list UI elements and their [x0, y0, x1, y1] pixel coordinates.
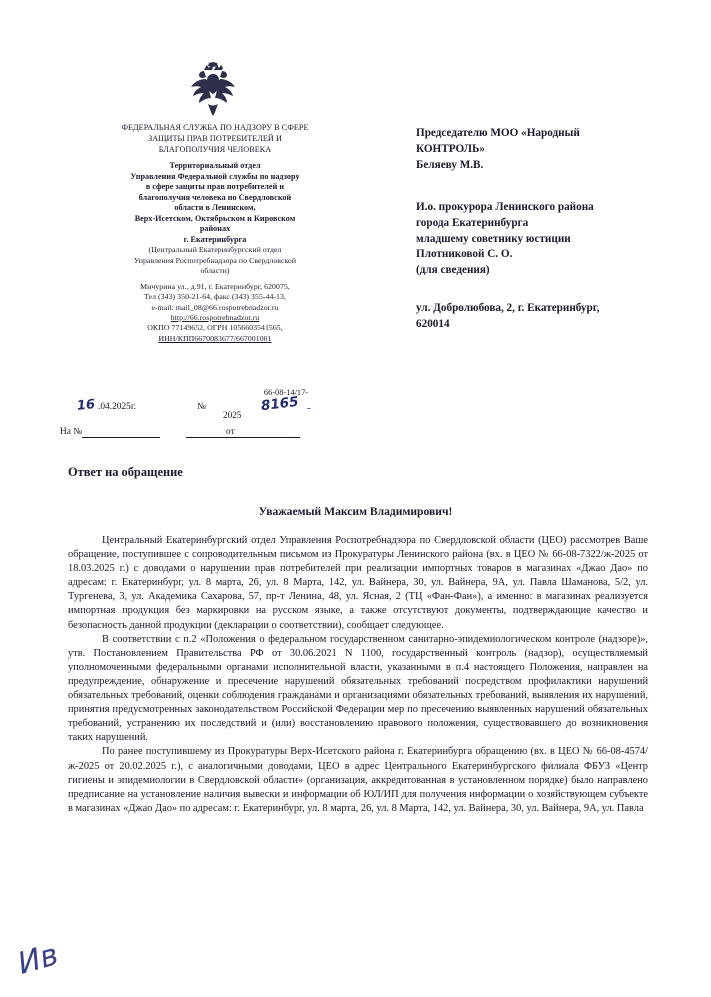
dept-line-5: области в Ленинском, — [174, 203, 256, 213]
letterhead-block — [60, 122, 370, 344]
dept-line-3: в сфере защиты прав потребителей и — [145, 182, 285, 192]
inn-kpp-line: ИНН/КПП6670083677/667001001 — [158, 333, 272, 343]
addressee-line-8: (для сведения) — [416, 264, 490, 277]
sub-line-3: области) — [200, 265, 230, 275]
date-text: .04.2025г. — [98, 402, 136, 412]
coat-of-arms-emblem-container — [178, 62, 248, 120]
sub-line-2: Управления Роспотребнадзора по Свердловской — [133, 255, 297, 265]
na-rule — [82, 437, 160, 438]
handwritten-dash: - — [307, 402, 311, 414]
paragraph-1: Центральный Екатеринбургский отдел Управления Роспотребнадзора по Свердловской области (ЦЕО) рассмотрев Ваше обращение, поступившее с сопроводительным письмом из Прокуратуры Ленинского района (вх. в ЦЕО № 66-08-7322/ж-2025 от 18.03.2025 г.) с доводами о нарушении прав потребителей при реализации импортных товаров в магазинах «Джао Дао» по адресам: г. Екатеринбург, ул. 8 марта, 26, ул. 8 Марта, 142, ул. Вайнера, 30, ул. Вайнера, 9А, ул. Павла Шаманова, 5/2, ул. Тургенева, 3, ул. Академика Сахарова, 57, пр-т Ленина, 48, ул. Ясная, 2 (ТЦ «Фан-Фан»), а именно: в магазинах реализуется импортная продукция без маркировки на русском языке, а также отсутствуют документы, подтверждающие качество и безопасность данной продукции (декларации о соответствии), сообщает следующее. — [68, 535, 648, 631]
city-line: г. Екатеринбурга — [183, 234, 247, 244]
dept-line-2: Управления Федеральной службы по надзору — [130, 171, 300, 181]
double-headed-eagle-icon — [187, 62, 239, 120]
page-title: Ответ на обращение — [68, 465, 183, 479]
outgoing-reference: 66-08-14/17- — [263, 388, 309, 397]
dept-line-4: благополучия человека по Свердловской — [138, 192, 292, 202]
addressee-line-3: Беляеву М.В. — [416, 158, 484, 171]
address-line-1: Мичурина ул., д.91, г. Екатеринбург, 620075, — [140, 282, 290, 292]
paragraph-2: В соответствии с п.2 «Положения о федеральном государственном санитарно-эпидемиологическом контроле (надзоре)», утв. Постановлением Правительства РФ от 30.06.2021 N 1100, государственный контроль (надзор), осуществляемый уполномоченными федеральными органами исполнительной власти, указанными в п.4 настоящего Положения, направлен на предупреждение, обнаружение и пресечение нарушений обязательных требований посредством профилактики нарушений обязательных требований, оценки соблюдения гражданами и организациями обязательных требований, выявления их нарушений, принятия предусмотренных законодательством Российской Федерации мер по пресечению выявленных нарушений обязательных требований, устранению их последствий и (или) восстановлению правового положения, существовавшего до возникновения таких нарушений. — [68, 633, 648, 744]
handwritten-outgoing-number: 8165 — [260, 393, 300, 415]
addressee-line-6: младшему советнику юстиции — [416, 232, 571, 245]
document-body — [68, 534, 648, 816]
ot-rule — [186, 437, 300, 438]
addressee-block — [416, 126, 696, 333]
dept-line-6: Верх-Исетском, Октябрьском и Кировском — [134, 213, 296, 223]
okpo-ogrn-line: ОКПО 77149652, ОГРН 1056603541565, — [147, 323, 283, 333]
salutation: Уважаемый Максим Владимирович! — [258, 505, 453, 518]
number-label: № — [197, 402, 206, 412]
dept-line-7: районах — [199, 224, 231, 234]
na-label: На № — [60, 427, 83, 437]
addressee-line-4: И.о. прокурора Ленинского района — [416, 200, 594, 213]
handwritten-signature: Ив — [13, 937, 63, 982]
address-line-2: Тел (343) 350-21-64, факс (343) 355-44-13, — [144, 292, 286, 302]
dept-line-1: Территориальный отдел — [169, 161, 261, 171]
email-line: e-mail: mail_08@66.rospotrebnadzor.ru — [151, 302, 279, 312]
addressee-line-5: города Екатеринбурга — [416, 216, 529, 229]
org-line-1: ФЕДЕРАЛЬНАЯ СЛУЖБА ПО НАДЗОРУ В СФЕРЕ — [121, 123, 309, 132]
date-and-number-row — [60, 393, 380, 420]
addressee-line-1: Председателю МОО «Народный — [416, 127, 580, 139]
addressee-line-2: КОНТРОЛЬ» — [416, 142, 485, 155]
paragraph-3: По ранее поступившему из Прокуратуры Верх-Исетского района г. Екатеринбурга обращению (вх. в ЦЕО № 66-08-4574/ж-2025 от 20.02.2025 г.), с аналогичными доводами, ЦЕО в адрес Центрального Екатеринбургского филиала ФБУЗ «Центр гигиены и эпидемиологии в Свердловской области» (организация, аккредитованная в установленном порядке) было направлено предписание на установление наличия вывески и информации об ЮЛ/ИП для получения информации о хозяйствующем субъекте в магазинах «Джао Дао» по адресам: г. Екатеринбург, ул. 8 марта, 26, ул. 8 Марта, 142, ул. Вайнера, 30, ул. Вайнера, 9А, ул. Павла — [68, 746, 648, 814]
ot-label: от — [226, 427, 235, 437]
handwritten-date-day: 16 — [76, 397, 96, 414]
addressee-line-9: ул. Добролюбова, 2, г. Екатеринбург, — [416, 302, 600, 315]
sub-line-1: (Центральный Екатеринбургский отдел — [148, 245, 282, 255]
website-line: http://66.rospotrebnadzor.ru — [170, 313, 260, 322]
number-year: 2025 — [223, 410, 242, 420]
org-line-3: БЛАГОПОЛУЧИЯ ЧЕЛОВЕКА — [158, 145, 272, 155]
addressee-line-10: 620014 — [416, 318, 450, 331]
org-line-2: ЗАЩИТЫ ПРАВ ПОТРЕБИТЕЛЕЙ И — [148, 134, 282, 144]
addressee-line-7: Плотниковой С. О. — [416, 248, 513, 261]
